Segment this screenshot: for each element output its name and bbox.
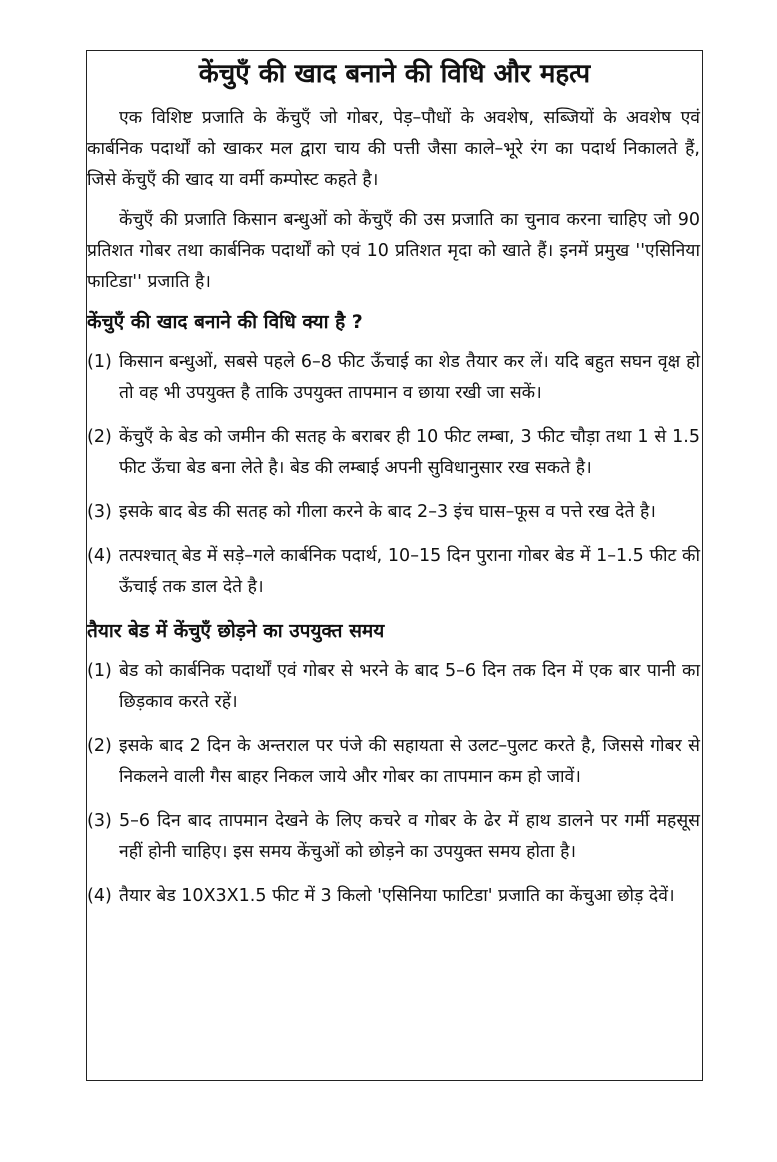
list-item-text: किसान बन्धुओं, सबसे पहले 6–8 फीट ऊँचाई का शेड तैयार कर लें। यदि बहुत सघन वृक्ष हो तो वह भी उपयुक्त है ताकि उपयुक्त तापमान व छाया रखी जा सकें। — [119, 352, 700, 403]
list-item-number: (4) — [87, 546, 112, 566]
list-item — [87, 656, 702, 718]
intro-paragraph-2: केंचुएँ की प्रजाति किसान बन्धुओं को केंचुएँ की उस प्रजाति का चुनाव करना चाहिए जो 90 प्रतिशत गोबर तथा कार्बनिक पदार्थों को एवं 10 प्रतिशत मृदा को खाते हैं। इनमें प्रमुख ''एसिनिया फाटिडा'' प्रजाति है। — [87, 210, 700, 292]
list-item-number: (4) — [87, 886, 112, 906]
list-item-number: (2) — [87, 736, 112, 756]
list-item-text: इसके बाद बेड की सतह को गीला करने के बाद 2–3 इंच घास–फूस व पत्ते रख देते है। — [119, 502, 656, 522]
section-heading-timing: तैयार बेड में केंचुएँ छोड़ने का उपयुक्त समय — [87, 620, 385, 642]
method-steps-list — [87, 347, 702, 603]
list-item — [87, 881, 702, 912]
intro-paragraph-1: एक विशिष्ट प्रजाति के केंचुएँ जो गोबर, पेड़–पौधों के अवशेष, सब्जियों के अवशेष एवं कार्बनिक पदार्थों को खाकर मल द्वारा चाय की पत्ती जैसा काले–भूरे रंग का पदार्थ निकालते हैं, जिसे केंचुएँ की खाद या वर्मी कम्पोस्ट कहते है। — [87, 108, 700, 190]
list-item-text: तत्पश्चात् बेड में सड़े–गले कार्बनिक पदार्थ, 10–15 दिन पुराना गोबर बेड में 1–1.5 फीट की ऊँचाई तक डाल देते है। — [119, 546, 700, 597]
list-item-number: (3) — [87, 811, 112, 831]
list-item — [87, 541, 702, 603]
list-item — [87, 347, 702, 409]
list-item — [87, 422, 702, 484]
section-heading-method: केंचुएँ की खाद बनाने की विधि क्या है ? — [87, 311, 363, 333]
list-item-text: इसके बाद 2 दिन के अन्तराल पर पंजे की सहायता से उलट–पुलट करते है, जिससे गोबर से निकलने वाली गैस बाहर निकल जाये और गोबर का तापमान कम हो जावें। — [119, 736, 700, 787]
list-item-text: बेड को कार्बनिक पदार्थों एवं गोबर से भरने के बाद 5–6 दिन तक दिन में एक बार पानी का छिड़काव करते रहें। — [119, 661, 700, 712]
page-title: केंचुएँ की खाद बनाने की विधि और महत्प — [198, 59, 591, 89]
list-item — [87, 806, 702, 868]
list-item-text: 5–6 दिन बाद तापमान देखने के लिए कचरे व गोबर के ढेर में हाथ डालने पर गर्मी महसूस नहीं होनी चाहिए। इस समय केंचुओं को छोड़ने का उपयुक्त समय होता है। — [119, 811, 700, 862]
document-frame — [86, 50, 703, 1081]
timing-steps-list — [87, 656, 702, 912]
list-item-number: (1) — [87, 352, 112, 372]
list-item-text: केंचुएँ के बेड को जमीन की सतह के बराबर ही 10 फीट लम्बा, 3 फीट चौड़ा तथा 1 से 1.5 फीट ऊँचा बेड बना लेते है। बेड की लम्बाई अपनी सुविधानुसार रख सकते है। — [119, 427, 700, 478]
list-item-text: तैयार बेड 10X3X1.5 फीट में 3 किलो 'एसिनिया फाटिडा' प्रजाति का केंचुआ छोड़ देवें। — [119, 886, 675, 906]
list-item — [87, 497, 702, 528]
list-item-number: (3) — [87, 502, 112, 522]
list-item — [87, 731, 702, 793]
list-item-number: (2) — [87, 427, 112, 447]
list-item-number: (1) — [87, 661, 112, 681]
